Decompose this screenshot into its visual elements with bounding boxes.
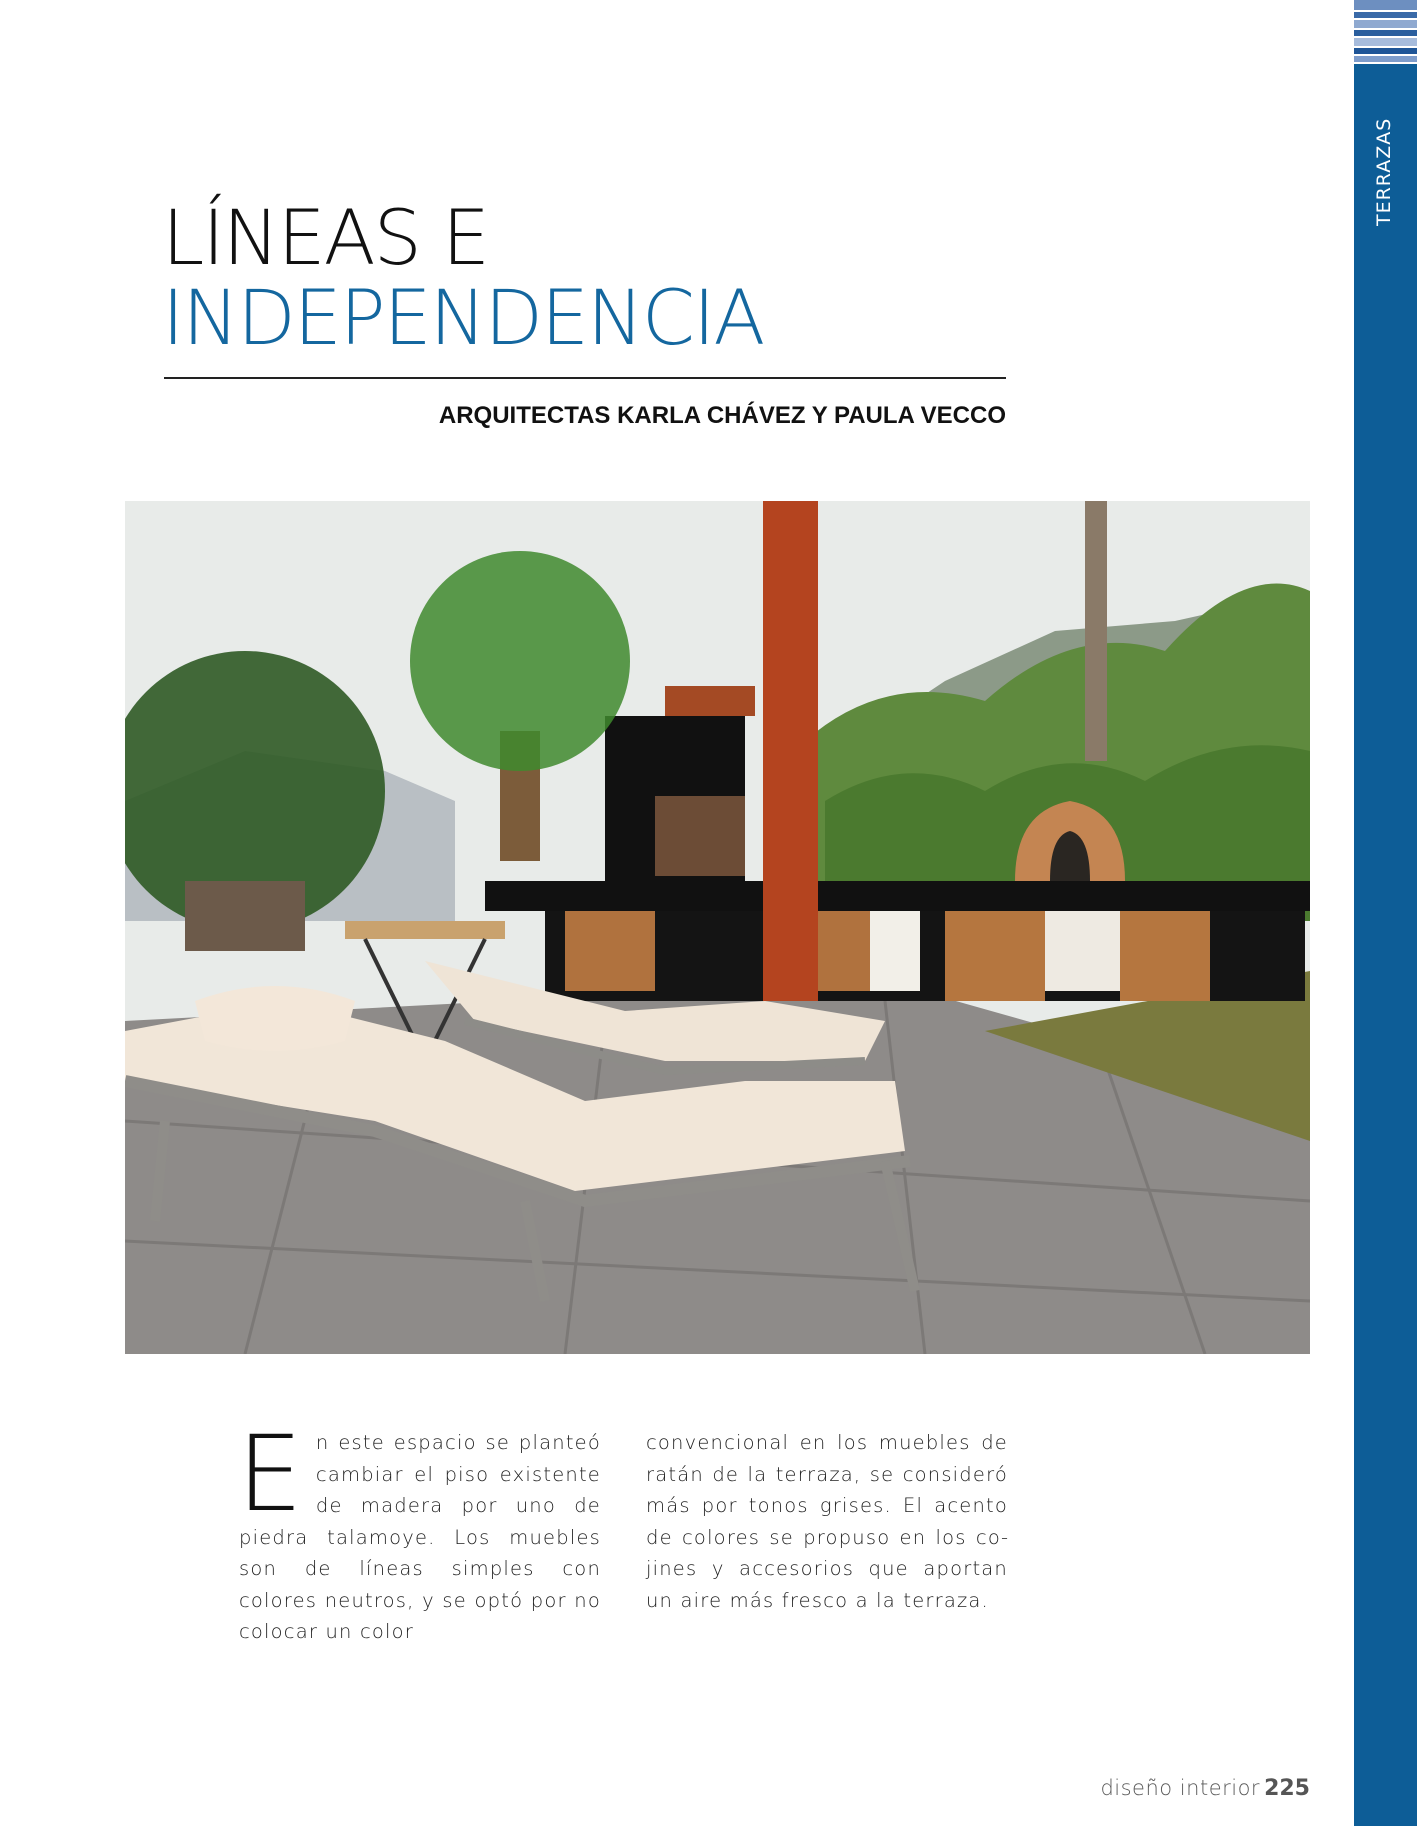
body-column-left <box>237 1413 601 1648</box>
body-text-left: n este espacio se planteó cambiar el piso existente de madera por uno de piedra talamoye. Los muebles son de líneas simples con colores neutros, y se optó por no colocar un color <box>239 1431 601 1643</box>
side-stripes <box>1354 0 1417 80</box>
page-footer <box>1100 1776 1310 1801</box>
section-label: TERRAZAS <box>1373 117 1395 227</box>
byline: ARQUITECTAS KARLA CHÁVEZ Y PAULA VECCO <box>438 402 1006 429</box>
body-text-right: convencional en los muebles de ratán de la terraza, se consideró más por tonos grises. El acento de colores se propuso en los cojines y accesorios que aportan un aire más fresco a la terraza. <box>646 1431 1008 1612</box>
drop-cap: E <box>237 1413 304 1535</box>
headline-line-1: LÍNEAS E <box>162 193 489 282</box>
terrace-photo <box>125 501 1310 1354</box>
side-band <box>1354 0 1417 1826</box>
title-divider <box>164 377 1006 379</box>
body-column-right <box>646 1427 1008 1616</box>
magazine-name: diseño interior <box>1100 1776 1261 1800</box>
headline-line-2: INDEPENDENCIA <box>162 273 764 362</box>
page-number: 225 <box>1264 1776 1310 1801</box>
